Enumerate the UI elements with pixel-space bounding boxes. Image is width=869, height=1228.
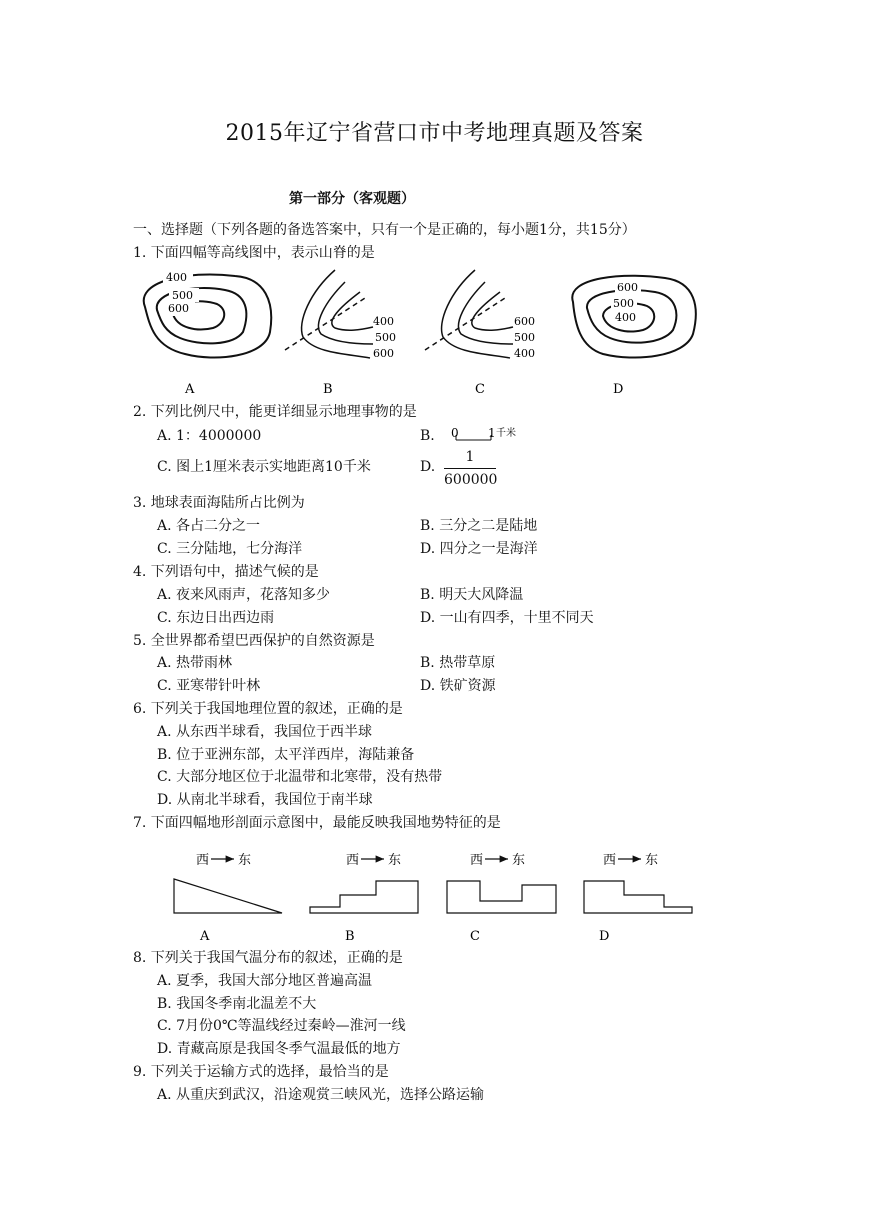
option-d: D. 一山有四季，十里不同天	[420, 610, 594, 626]
option-a: A. 夜来风雨声，花落知多少	[157, 587, 331, 603]
fraction-numerator: 1	[465, 449, 475, 465]
scale-one: 1	[488, 426, 496, 440]
option-d: D. 从南北半球看，我国位于南半球	[157, 792, 373, 808]
scale-zero: 0	[451, 426, 459, 440]
option-b: B. 位于亚洲东部，太平洋西岸，海陆兼备	[157, 747, 415, 763]
question-8-stem: 8. 下列关于我国气温分布的叙述，正确的是	[133, 950, 403, 966]
direction-west: 西	[470, 853, 484, 868]
contour-label: 400	[373, 315, 394, 328]
option-c: C. 大部分地区位于北温带和北寒带，没有热带	[157, 769, 443, 785]
profile-a	[174, 879, 282, 913]
option-b: B. 明天大风降温	[420, 587, 524, 603]
direction-west: 西	[346, 853, 360, 868]
question-9-stem: 9. 下列关于运输方式的选择，最恰当的是	[133, 1064, 389, 1080]
contour-label: 400	[166, 271, 187, 284]
part-heading: 第一部分（客观题）	[289, 191, 415, 207]
profile-c	[447, 881, 556, 913]
direction-east: 东	[388, 853, 402, 868]
question-4-stem: 4. 下列语句中，描述气候的是	[133, 564, 319, 580]
contour-label: 600	[514, 315, 535, 328]
section-instructions: 一、选择题（下列各题的备选答案中，只有一个是正确的，每小题1分，共15分）	[133, 222, 636, 238]
map-label-d: D	[613, 382, 624, 397]
question-6-stem: 6. 下列关于我国地理位置的叙述，正确的是	[133, 701, 403, 717]
contour-label: 400	[514, 347, 535, 360]
option-b-prefix: B.	[420, 428, 435, 444]
direction-east: 东	[645, 853, 659, 868]
fraction-denominator: 600000	[444, 472, 498, 488]
question-5-stem: 5. 全世界都希望巴西保护的自然资源是	[133, 633, 375, 649]
option-b: B. 我国冬季南北温差不大	[157, 996, 317, 1012]
fraction-bar	[444, 468, 496, 469]
option-a: A. 从重庆到武汉，沿途观赏三峡风光，选择公路运输	[157, 1087, 485, 1103]
option-c: C. 亚寒带针叶林	[157, 678, 261, 694]
contour-maps-figure	[125, 262, 725, 402]
option-a: A. 从东西半球看，我国位于西半球	[157, 724, 373, 740]
contour-label: 500	[375, 331, 396, 344]
contour-label: 400	[615, 311, 636, 324]
option-c: C. 东边日出西边雨	[157, 610, 275, 626]
profile-label-a: A	[200, 929, 210, 944]
terrain-profile-figure	[160, 845, 705, 945]
profile-label-c: C	[470, 929, 480, 944]
map-label-c: C	[475, 382, 485, 397]
option-a: A. 热带雨林	[157, 655, 233, 671]
fraction-scale	[444, 448, 496, 489]
contour-label: 600	[168, 302, 189, 315]
direction-east: 东	[238, 853, 252, 868]
contour-map-a	[144, 270, 272, 358]
profile-label-b: B	[345, 929, 355, 944]
map-label-a: A	[185, 382, 195, 397]
profile-label-d: D	[599, 929, 610, 944]
option-d-prefix: D.	[420, 459, 436, 475]
option-d: D. 四分之一是海洋	[420, 541, 538, 557]
page-title: 2015年辽宁省营口市中考地理真题及答案	[225, 121, 644, 146]
option-c: C. 三分陆地，七分海洋	[157, 541, 303, 557]
option-c: C. 7月份0℃等温线经过秦岭—淮河一线	[157, 1018, 406, 1034]
profile-b	[310, 881, 418, 913]
option-a: A. 各占二分之一	[157, 518, 261, 534]
option-d: D. 铁矿资源	[420, 678, 496, 694]
contour-label: 500	[613, 297, 634, 310]
line-scale-figure	[447, 423, 527, 445]
contour-label: 600	[617, 281, 638, 294]
question-7-stem: 7. 下面四幅地形剖面示意图中，最能反映我国地势特征的是	[133, 815, 501, 831]
scale-unit: 千米	[496, 428, 516, 439]
direction-east: 东	[512, 853, 526, 868]
option-a: A. 1：4000000	[157, 428, 262, 444]
contour-map-b	[285, 270, 373, 358]
option-b: B. 三分之二是陆地	[420, 518, 538, 534]
direction-west: 西	[603, 853, 617, 868]
option-a: A. 夏季，我国大部分地区普遍高温	[157, 973, 373, 989]
contour-map-c	[425, 270, 513, 358]
direction-west: 西	[196, 853, 210, 868]
question-1-stem: 1. 下面四幅等高线图中，表示山脊的是	[133, 245, 375, 261]
question-3-stem: 3. 地球表面海陆所占比例为	[133, 495, 305, 511]
option-b: B. 热带草原	[420, 655, 496, 671]
contour-label: 600	[373, 347, 394, 360]
contour-label: 500	[172, 289, 193, 302]
option-d: D. 青藏高原是我国冬季气温最低的地方	[157, 1041, 401, 1057]
profile-d	[584, 881, 692, 913]
option-c: C. 图上1厘米表示实地距离10千米	[157, 459, 371, 475]
contour-label: 500	[514, 331, 535, 344]
question-2-stem: 2. 下列比例尺中，能更详细显示地理事物的是	[133, 404, 417, 420]
map-label-b: B	[323, 382, 333, 397]
